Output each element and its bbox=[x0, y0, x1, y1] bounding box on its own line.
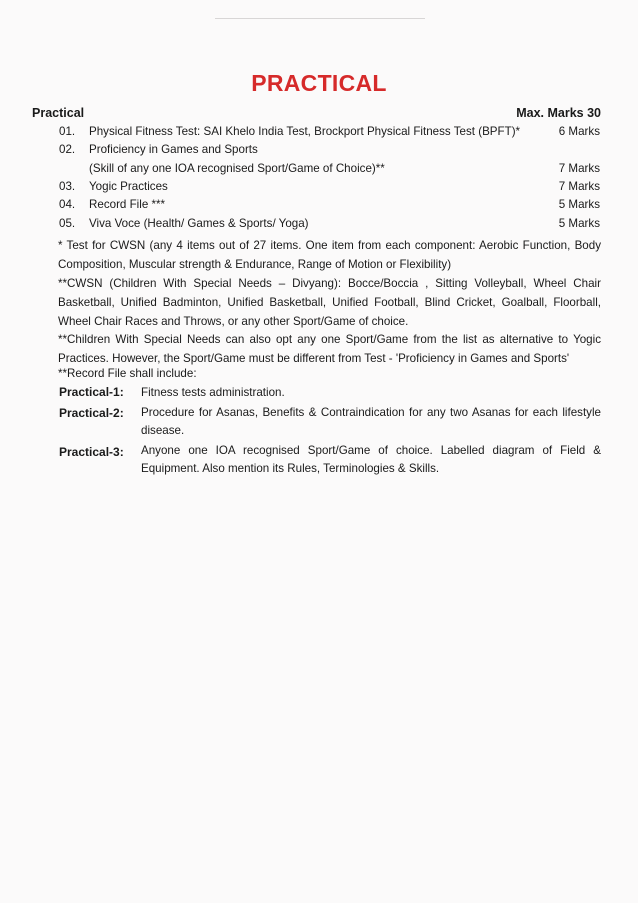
item-number: 02. bbox=[59, 143, 76, 156]
item-number: 01. bbox=[59, 125, 76, 138]
section-heading: Practical bbox=[32, 106, 85, 120]
item-number: 05. bbox=[59, 217, 76, 230]
item-text: Yogic Practices bbox=[89, 180, 168, 193]
practical-text: Anyone one IOA recognised Sport/Game of choice. Labelled diagram of Field & Equipment. Also mention its Rules, Terminologies & Skills. bbox=[141, 444, 601, 475]
item-marks: 5 Marks bbox=[558, 198, 600, 211]
practical-label: Practical-2: bbox=[59, 406, 124, 420]
footnote-cwsn-sports: **CWSN (Children With Special Needs – Divyang): Bocce/Boccia , Sitting Volleyball, Wheel Chair Basketball, Unified Badminton, Unified Basketball, Unified Football, Blind Cricket, Goalball, Floorball, Wheel Chair Races and Throws, or any other Sport/Game of choice. bbox=[58, 277, 601, 328]
page-title: PRACTICAL bbox=[251, 70, 387, 96]
item-number: 03. bbox=[59, 180, 76, 193]
practical-text: Procedure for Asanas, Benefits & Contraindication for any two Asanas for each lifestyle disease. bbox=[141, 406, 601, 437]
item-text: (Skill of any one IOA recognised Sport/Game of Choice)** bbox=[89, 162, 385, 175]
item-number: 04. bbox=[59, 198, 76, 211]
practical-text: Fitness tests administration. bbox=[141, 386, 285, 399]
item-marks: 5 Marks bbox=[558, 217, 600, 230]
max-marks-heading: Max. Marks 30 bbox=[516, 106, 601, 120]
item-text: Proficiency in Games and Sports bbox=[89, 143, 258, 156]
item-text: Record File *** bbox=[89, 198, 166, 211]
item-marks: 7 Marks bbox=[558, 180, 600, 193]
scan-crease-line bbox=[215, 18, 425, 19]
practical-label: Practical-1: bbox=[59, 385, 124, 399]
footnote-cwsn-test: * Test for CWSN (any 4 items out of 27 items. One item from each component: Aerobic Function, Body Composition, Muscular strength & Endurance, Range of Motion or Flexibility) bbox=[58, 239, 601, 271]
footnote-record-file: **Record File shall include: bbox=[58, 367, 197, 380]
item-text: Viva Voce (Health/ Games & Sports/ Yoga) bbox=[89, 217, 309, 230]
footnote-cwsn-alternative: **Children With Special Needs can also opt any one Sport/Game from the list as alternative to Yogic Practices. However, the Sport/Game must be different from Test - 'Proficiency in Games and Sports' bbox=[58, 333, 601, 365]
practical-label: Practical-3: bbox=[59, 445, 124, 459]
item-marks: 6 Marks bbox=[558, 125, 600, 138]
item-marks: 7 Marks bbox=[558, 162, 600, 175]
item-text: Physical Fitness Test: SAI Khelo India Test, Brockport Physical Fitness Test (BPFT)* bbox=[89, 125, 521, 138]
